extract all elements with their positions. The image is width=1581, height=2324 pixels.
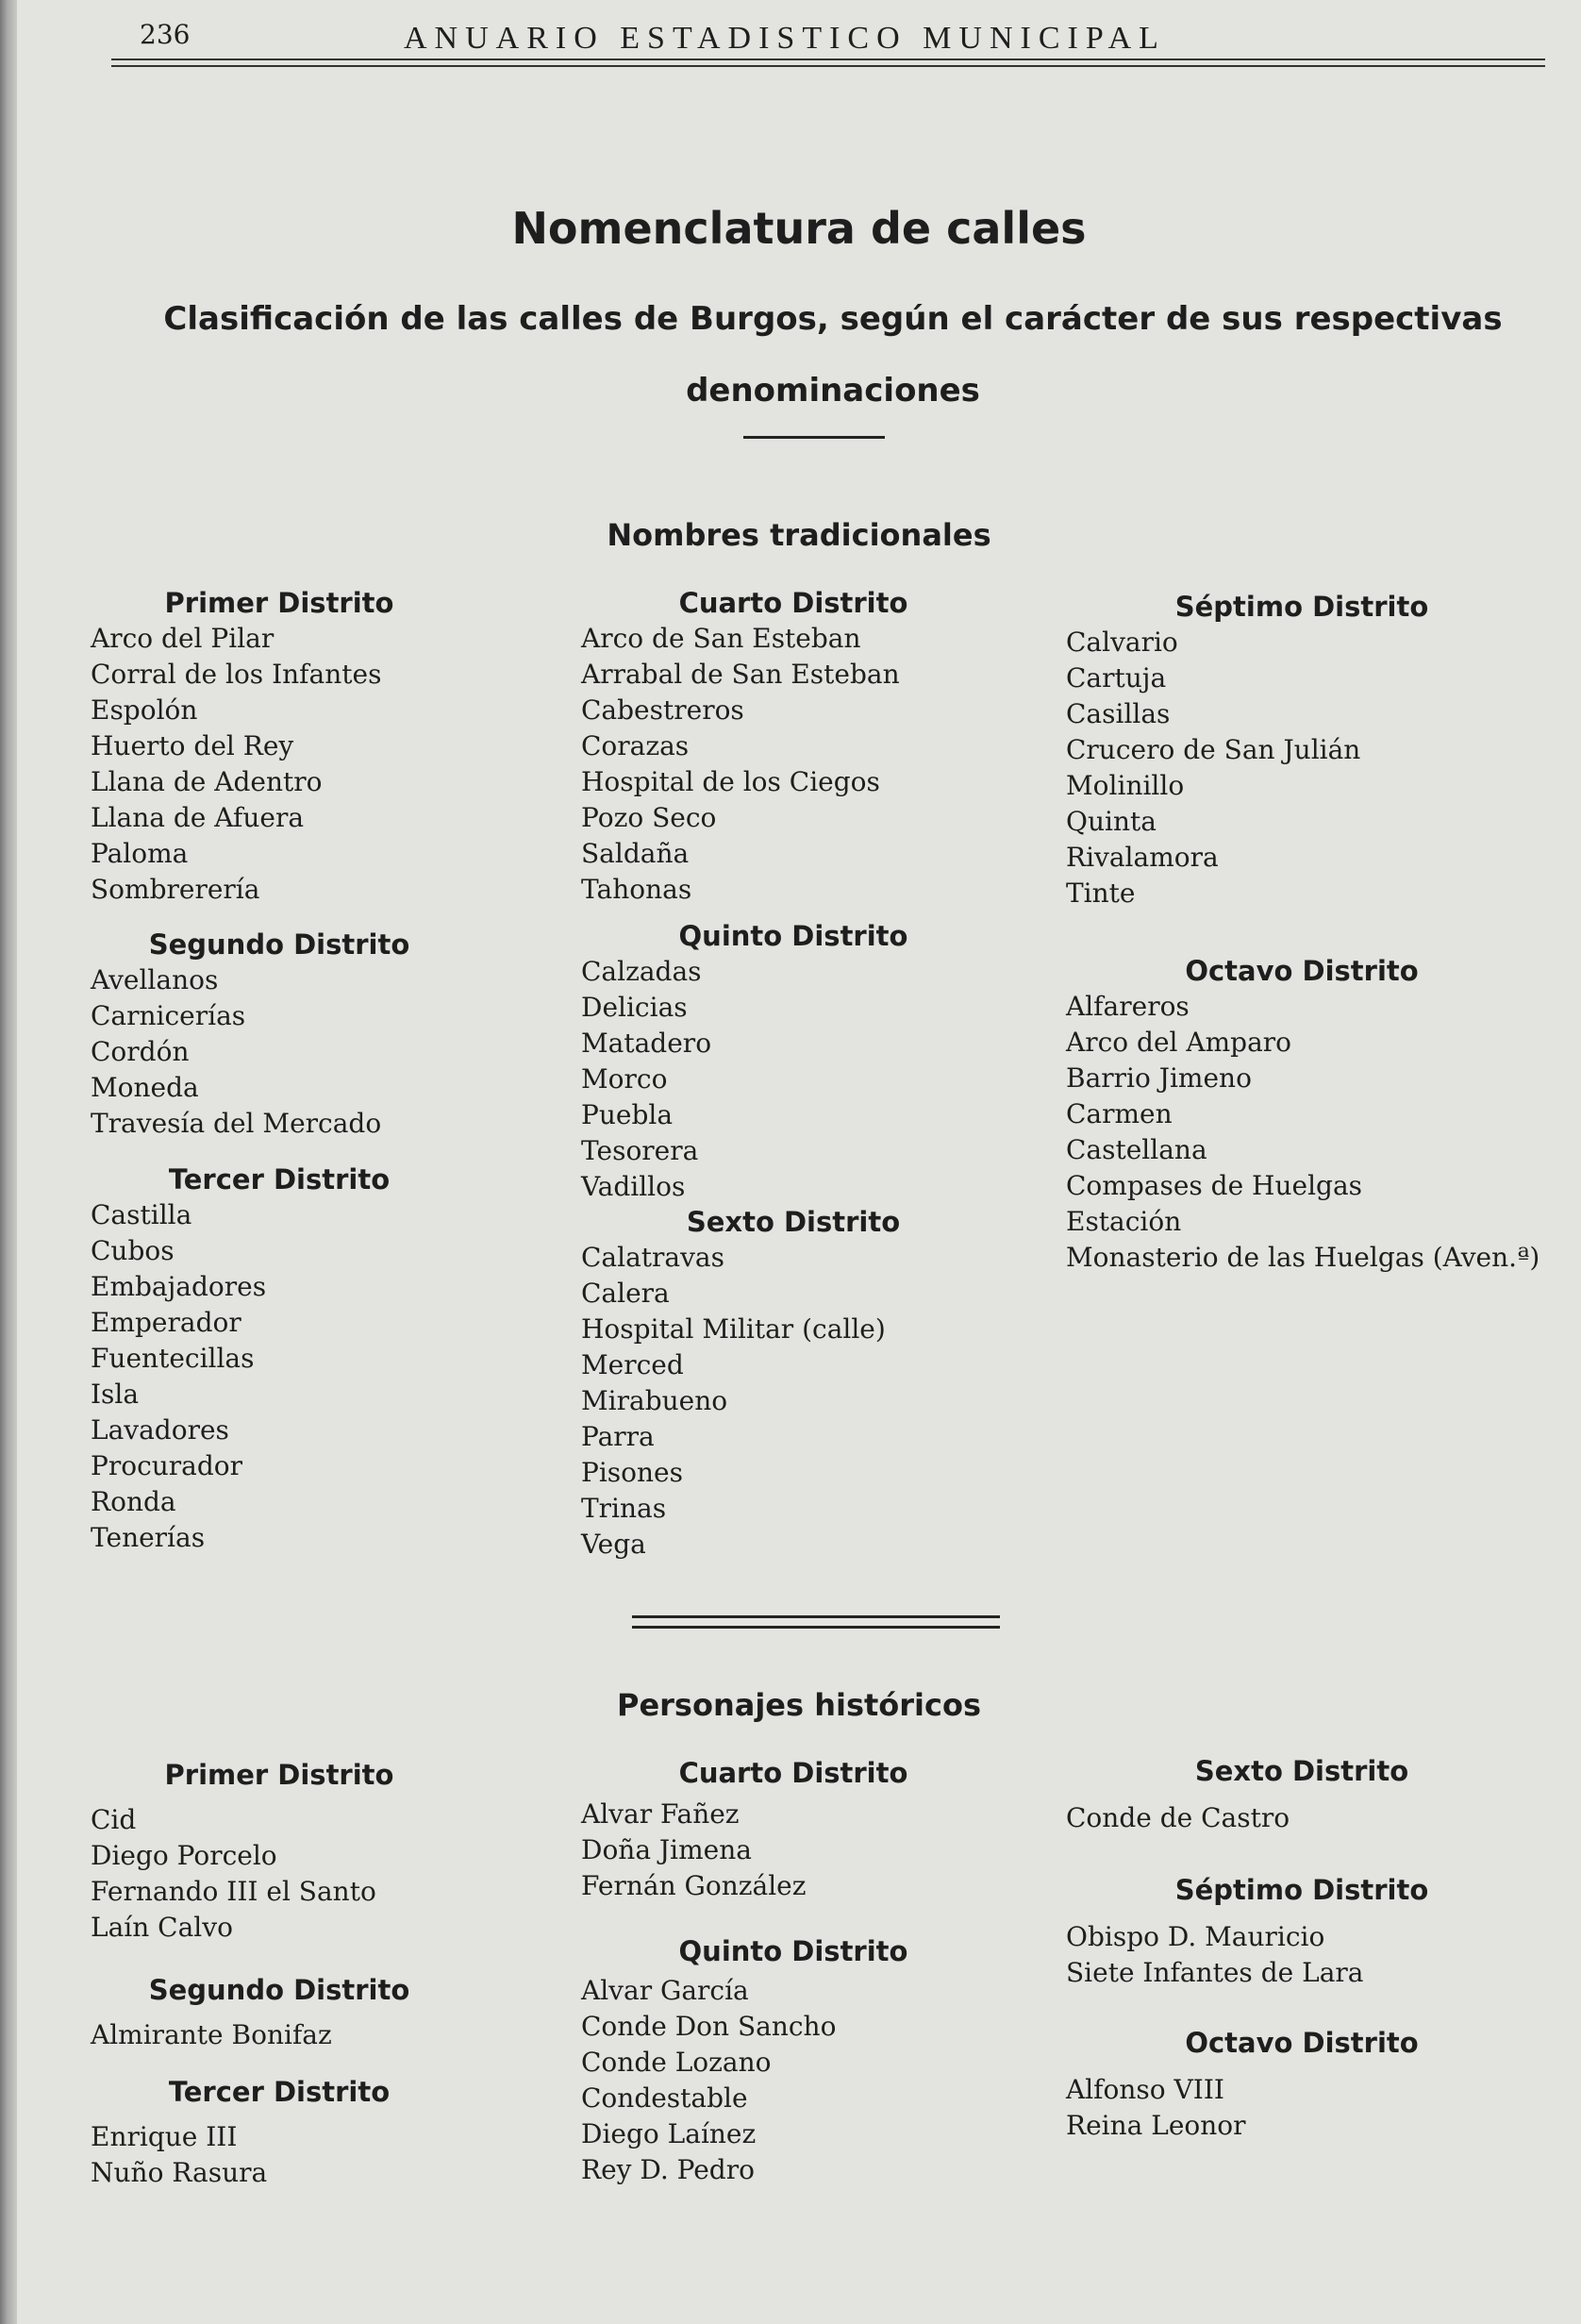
district-block: [581, 1204, 1006, 1563]
street-list: [581, 1797, 1006, 1904]
header-rule: [111, 59, 1545, 67]
street-list: [91, 2119, 468, 2191]
street-name: Morco: [581, 1063, 668, 1095]
district-heading: Octavo Distrito: [1185, 955, 1419, 987]
street-name: Castilla: [91, 1199, 192, 1230]
street-name: Fernando III el Santo: [91, 1876, 376, 1907]
street-list: [91, 621, 468, 908]
street-name: Conde Lozano: [581, 2047, 772, 2078]
street-list: [91, 2017, 468, 2053]
street-list: [1066, 1919, 1538, 1991]
street-name: Conde de Castro: [1066, 1802, 1290, 1833]
street-name: Cid: [91, 1804, 137, 1835]
street-name: Cartuja: [1066, 662, 1167, 694]
street-name: Corral de los Infantes: [91, 659, 382, 690]
street-name: Arco del Amparo: [1066, 1027, 1292, 1058]
section-divider: [632, 1615, 1000, 1629]
street-name: Vadillos: [581, 1171, 686, 1202]
street-name: Travesía del Mercado: [91, 1108, 382, 1139]
street-name: Diego Laínez: [581, 2118, 757, 2149]
street-name: Alfonso VIII: [1066, 2074, 1224, 2105]
street-name: Nuño Rasura: [91, 2157, 268, 2188]
street-name: Llana de Afuera: [91, 802, 305, 833]
street-name: Vega: [581, 1529, 646, 1560]
street-name: Tenerías: [91, 1522, 206, 1553]
street-name: Molinillo: [1066, 770, 1185, 801]
running-title: ANUARIO ESTADISTICO MUNICIPAL: [404, 21, 1166, 56]
street-name: Trinas: [581, 1493, 667, 1524]
district-heading: Cuarto Distrito: [678, 1757, 908, 1789]
street-name: Tahonas: [581, 874, 692, 905]
street-list: [581, 1973, 1006, 2188]
street-name: Doña Jimena: [581, 1834, 752, 1865]
district-block: [91, 1757, 468, 1946]
district-heading: Sexto Distrito: [686, 1206, 901, 1238]
street-name: Casillas: [1066, 698, 1171, 729]
title-divider: [743, 436, 885, 439]
street-name: Emperador: [91, 1307, 241, 1338]
street-name: Fernán González: [581, 1870, 807, 1901]
street-name: Crucero de San Julián: [1066, 734, 1361, 765]
street-name: Huerto del Rey: [91, 730, 294, 761]
street-name: Pozo Seco: [581, 802, 717, 833]
district-block: [581, 1933, 1006, 2188]
street-name: Sombrerería: [91, 874, 260, 905]
street-name: Arco del Pilar: [91, 623, 275, 654]
street-list: [1066, 2072, 1538, 2144]
district-block: [581, 918, 1006, 1205]
street-list: [581, 954, 1006, 1205]
street-list: [581, 621, 1006, 908]
street-name: Embajadores: [91, 1271, 267, 1302]
street-name: Saldaña: [581, 838, 690, 869]
district-heading: Primer Distrito: [164, 1759, 394, 1791]
district-heading: Quinto Distrito: [678, 920, 908, 952]
district-heading: Séptimo Distrito: [1174, 1874, 1429, 1906]
district-heading: Séptimo Distrito: [1174, 591, 1429, 623]
street-name: Diego Porcelo: [91, 1840, 277, 1871]
street-name: Compases de Huelgas: [1066, 1170, 1363, 1201]
street-name: Corazas: [581, 730, 690, 761]
street-list: [91, 1197, 468, 1556]
street-name: Parra: [581, 1421, 655, 1452]
street-name: Monasterio de las Huelgas (Aven.ª): [1066, 1242, 1540, 1273]
district-block: [91, 1162, 468, 1556]
street-name: Cordón: [91, 1036, 190, 1067]
street-name: Tesorera: [581, 1135, 699, 1166]
street-name: Llana de Adentro: [91, 766, 323, 797]
street-name: Puebla: [581, 1099, 674, 1130]
district-heading: Cuarto Distrito: [678, 587, 908, 619]
street-name: Estación: [1066, 1206, 1182, 1237]
district-block: [91, 585, 468, 908]
street-name: Hospital de los Ciegos: [581, 766, 880, 797]
district-heading: Quinto Distrito: [678, 1935, 908, 1967]
street-name: Calatravas: [581, 1242, 724, 1273]
page-title: Nomenclatura de calles: [511, 203, 1087, 254]
street-name: Pisones: [581, 1457, 683, 1488]
district-block: [1066, 589, 1538, 911]
street-name: Delicias: [581, 992, 688, 1023]
district-heading: Tercer Distrito: [168, 2076, 391, 2108]
street-name: Reina Leonor: [1066, 2110, 1246, 2141]
street-name: Merced: [581, 1349, 684, 1380]
district-heading: Octavo Distrito: [1185, 2027, 1419, 2059]
district-heading: Segundo Distrito: [148, 928, 410, 961]
street-name: Laín Calvo: [91, 1912, 233, 1943]
section-heading: Personajes históricos: [616, 1687, 982, 1723]
district-block: [1066, 1753, 1538, 1836]
street-name: Ronda: [91, 1486, 176, 1517]
district-block: [1066, 1872, 1538, 1991]
district-block: [581, 1755, 1006, 1904]
street-name: Cabestreros: [581, 694, 744, 726]
street-name: Lavadores: [91, 1414, 229, 1446]
street-name: Calvario: [1066, 627, 1178, 658]
street-name: Siete Infantes de Lara: [1066, 1957, 1364, 1988]
street-name: Tinte: [1066, 878, 1136, 909]
district-heading: Segundo Distrito: [148, 1974, 410, 2006]
street-name: Obispo D. Mauricio: [1066, 1921, 1325, 1952]
street-name: Calzadas: [581, 956, 702, 987]
street-name: Rivalamora: [1066, 842, 1219, 873]
district-block: [91, 1972, 468, 2053]
street-list: [91, 962, 468, 1142]
street-name: Alvar García: [581, 1975, 749, 2006]
street-name: Almirante Bonifaz: [91, 2019, 332, 2050]
district-block: [91, 927, 468, 1142]
street-name: Arco de San Esteban: [581, 623, 861, 654]
street-name: Carnicerías: [91, 1000, 246, 1031]
street-name: Avellanos: [91, 964, 219, 995]
street-name: Alvar Fañez: [581, 1798, 740, 1830]
district-heading: Sexto Distrito: [1194, 1755, 1409, 1787]
street-name: Alfareros: [1066, 991, 1190, 1022]
street-name: Quinta: [1066, 806, 1157, 837]
street-name: Condestable: [581, 2082, 748, 2114]
street-name: Carmen: [1066, 1098, 1173, 1129]
street-name: Castellana: [1066, 1134, 1207, 1165]
section-heading: Nombres tradicionales: [607, 517, 991, 553]
street-name: Calera: [581, 1278, 670, 1309]
street-list: [91, 1802, 468, 1946]
street-name: Barrio Jimeno: [1066, 1062, 1252, 1094]
district-heading: Tercer Distrito: [168, 1163, 391, 1195]
street-name: Mirabueno: [581, 1385, 728, 1416]
street-list: [1066, 1800, 1538, 1836]
street-name: Cubos: [91, 1235, 175, 1266]
street-list: [581, 1240, 1006, 1563]
page-number: 236: [140, 19, 191, 50]
street-name: Isla: [91, 1379, 140, 1410]
street-name: Moneda: [91, 1072, 199, 1103]
district-block: [1066, 953, 1538, 1276]
street-name: Fuentecillas: [91, 1343, 255, 1374]
street-name: Arrabal de San Esteban: [581, 659, 900, 690]
street-list: [1066, 989, 1538, 1276]
district-block: [91, 2074, 468, 2191]
street-name: Conde Don Sancho: [581, 2011, 837, 2042]
page-subtitle: Clasificación de las calles de Burgos, según el carácter de sus respectivas denominaciones: [163, 300, 1503, 410]
district-heading: Primer Distrito: [164, 587, 394, 619]
street-name: Enrique III: [91, 2121, 238, 2152]
street-name: Paloma: [91, 838, 189, 869]
street-name: Matadero: [581, 1028, 712, 1059]
street-name: Rey D. Pedro: [581, 2154, 755, 2185]
street-name: Hospital Militar (calle): [581, 1313, 886, 1345]
street-list: [1066, 625, 1538, 911]
book-spine: [0, 0, 17, 2324]
street-name: Espolón: [91, 694, 198, 726]
page: [17, 0, 1581, 2324]
district-block: [1066, 2025, 1538, 2144]
district-block: [581, 585, 1006, 908]
street-name: Procurador: [91, 1450, 243, 1481]
